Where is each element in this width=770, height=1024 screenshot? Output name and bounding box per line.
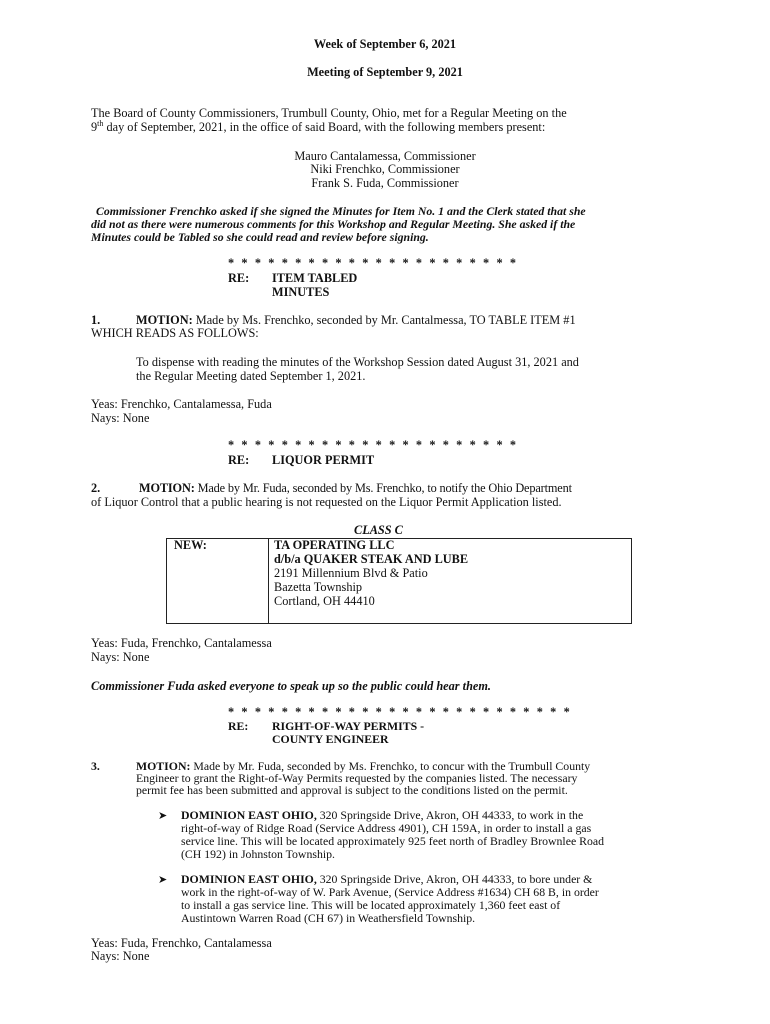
item-3-number: 3.	[91, 759, 100, 773]
item-1-nays: Nays: None	[91, 411, 150, 425]
item-3-line-2: Engineer to grant the Right-of-Way Permits requested by the companies listed. The necessary	[136, 771, 578, 785]
item-2-line-2: of Liquor Control that a public hearing is not requested on the Liquor Permit Application listed.	[91, 495, 562, 509]
item-2-nays: Nays: None	[91, 650, 150, 664]
re-1-line-1: ITEM TABLED	[272, 271, 358, 285]
note-1-line-1: Commissioner Frenchko asked if she signed the Minutes for Item No. 1 and the Clerk stated that she	[96, 204, 586, 218]
intro-line-2-rest: day of September, 2021, in the office of said Board, with the following members present:	[103, 120, 546, 134]
bullet-1-line-4: (CH 192) in Johnston Township.	[181, 847, 335, 861]
bullet-2-line-4: Austintown Warren Road (CH 67) in Weathersfield Township.	[181, 911, 476, 925]
re-1-label: RE:	[228, 271, 250, 285]
meeting-heading: Meeting of September 9, 2021	[307, 65, 463, 79]
intro-day-suffix: th	[97, 118, 104, 128]
item-2-yeas: Yeas: Fuda, Frenchko, Cantalamessa	[91, 636, 272, 650]
intro-line-1: The Board of County Commissioners, Trumbull County, Ohio, met for a Regular Meeting on the	[91, 106, 567, 120]
table-divider	[268, 539, 269, 623]
separator-3: * * * * * * * * * * * * * * * * * * * * * * * * * *	[228, 705, 572, 719]
bullet-1-company: DOMINION EAST OHIO,	[181, 808, 317, 822]
item-3-yeas: Yeas: Fuda, Frenchko, Cantalamessa	[91, 936, 272, 950]
item-3-line-3: permit fee has been submitted and approval is subject to the conditions listed on the permit.	[136, 783, 568, 797]
re-3-line-2: COUNTY ENGINEER	[272, 732, 389, 746]
bullet-2-company: DOMINION EAST OHIO,	[181, 872, 317, 886]
table-type-label: NEW:	[174, 538, 207, 552]
intro-day: 9	[91, 120, 98, 134]
item-2-motion-label: MOTION:	[139, 481, 195, 495]
re-1-line-2: MINUTES	[272, 285, 330, 299]
item-1-number: 1.	[91, 313, 101, 327]
item-1-motion-label: MOTION:	[136, 313, 193, 327]
table-city: Cortland, OH 44410	[274, 594, 375, 608]
bullet-1-line-3: service line. This will be located approximately 925 feet north of Bradley Brownlee Road	[181, 834, 605, 848]
separator-2: * * * * * * * * * * * * * * * * * * * * * *	[228, 438, 519, 452]
member-3: Frank S. Fuda, Commissioner	[311, 176, 459, 190]
item-1-quote-2: the Regular Meeting dated September 1, 2021.	[136, 369, 366, 383]
item-1-yeas: Yeas: Frenchko, Cantalamessa, Fuda	[91, 397, 272, 411]
re-3-label: RE:	[228, 719, 249, 733]
note-2: Commissioner Fuda asked everyone to speak up so the public could hear them.	[91, 679, 492, 693]
table-dba: d/b/a QUAKER STEAK AND LUBE	[274, 552, 469, 566]
bullet-2-line-2: work in the right-of-way of W. Park Avenue, (Service Address #1634) CH 68 B, in order	[181, 885, 599, 899]
item-1-motion-text: Made by Ms. Frenchko, seconded by Mr. Cantalmessa, TO TABLE ITEM #1	[192, 313, 576, 327]
member-2: Niki Frenchko, Commissioner	[310, 162, 460, 176]
separator-1: * * * * * * * * * * * * * * * * * * * * * *	[228, 256, 519, 270]
re-2-line-1: LIQUOR PERMIT	[272, 453, 375, 467]
table-township: Bazetta Township	[274, 580, 363, 594]
item-2-number: 2.	[91, 481, 101, 495]
re-3-line-1: RIGHT-OF-WAY PERMITS -	[272, 719, 425, 733]
item-1-quote-1: To dispense with reading the minutes of the Workshop Session dated August 31, 2021 and	[136, 355, 579, 369]
week-heading: Week of September 6, 2021	[313, 37, 457, 51]
note-1-line-2: did not as there were numerous comments for this Workshop and Regular Meeting. She asked if the	[91, 217, 576, 231]
note-1-line-3: Minutes could be Tabled so she could read and review before signing.	[91, 230, 429, 244]
intro-line-2	[91, 118, 546, 135]
bullet-1-line-2: right-of-way of Ridge Road (Service Address 4901), CH 159A, in order to install a gas	[181, 821, 592, 835]
item-3-motion-text: Made by Mr. Fuda, seconded by Ms. Frenchko, to concur with the Trumbull County	[190, 759, 591, 773]
class-label: CLASS C	[354, 523, 403, 537]
table-company: TA OPERATING LLC	[274, 538, 395, 552]
item-3-nays: Nays: None	[91, 949, 150, 963]
bullet-2-line-1	[181, 873, 592, 886]
arrowhead-bullet-icon: ➤	[158, 809, 168, 822]
item-1-line-2: WHICH READS AS FOLLOWS:	[91, 326, 259, 340]
bullet-2-line-3: to install a gas service line. This will be located approximately 1,360 feet east of	[181, 898, 561, 912]
liquor-permit-table	[166, 538, 632, 624]
table-address: 2191 Millennium Blvd & Patio	[274, 566, 428, 580]
bullet-2-text-1: 320 Springside Drive, Akron, OH 44333, to bore under &	[316, 872, 593, 886]
bullet-1-line-1	[181, 809, 583, 822]
item-3-motion-label: MOTION:	[136, 759, 191, 773]
member-1: Mauro Cantalamessa, Commissioner	[294, 149, 476, 163]
arrowhead-bullet-icon: ➤	[158, 873, 168, 886]
re-2-label: RE:	[228, 453, 250, 467]
item-2-motion-text: Made by Mr. Fuda, seconded by Ms. Frenchko, to notify the Ohio Department	[194, 481, 572, 495]
bullet-1-text-1: 320 Springside Drive, Akron, OH 44333, to work in the	[316, 808, 584, 822]
item-2-line-1	[139, 482, 572, 496]
